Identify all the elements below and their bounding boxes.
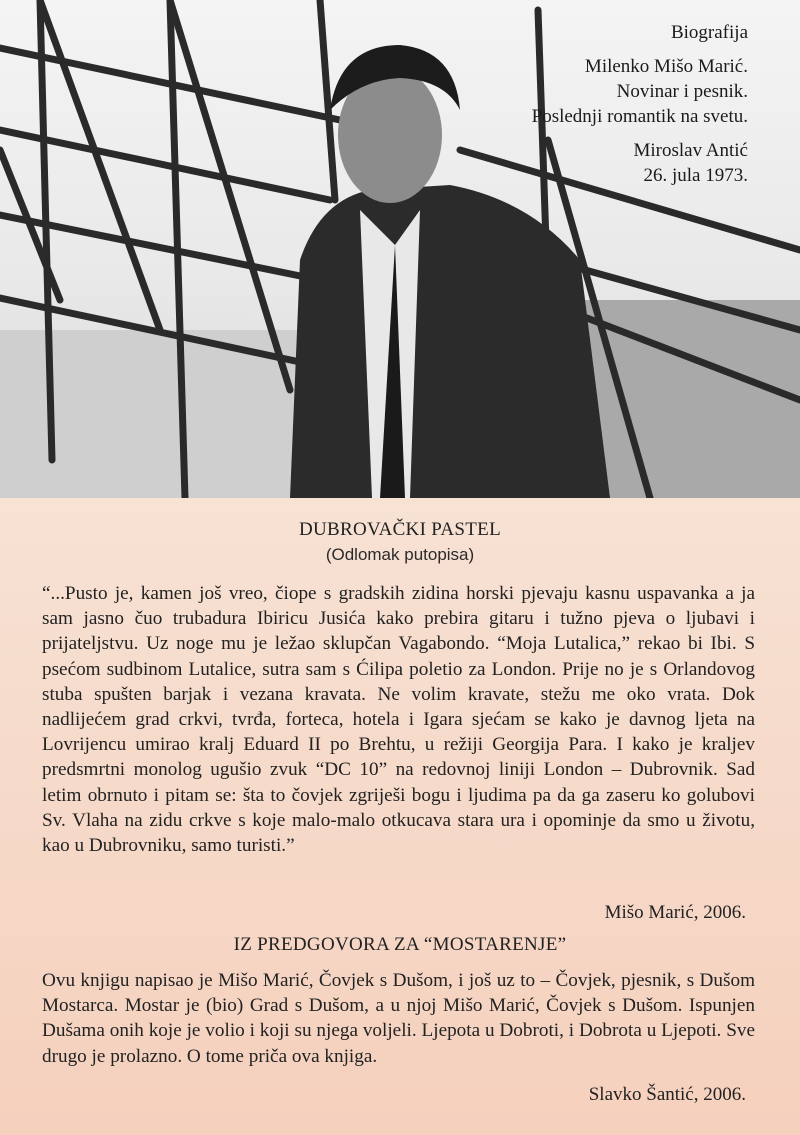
jacket [290,185,610,498]
bio-date: 26. jula 1973. [643,165,748,186]
bio-line-3: Poslednji romantik na svetu. [531,106,748,127]
section2-text: Ovu knjigu napisao je Mišo Marić, Čovjek s Dušom, i još uz to – Čovjek, pjesnik, s Dušom Mostarca. Mostar je (bio) Grad s Dušom, a u njoj Mišo Marić, Čovjek s Dušom. Ispunjen Dušama onih koje je volio i koji su njega voljeli. Ljepota u Dobroti, i Dobrota u Ljepoti. Sve drugo je prolazno. O tome priča ova knjiga. [42,970,755,1067]
section1-subtitle: (Odlomak putopisa) [325,545,475,564]
bio-heading: Biografija [670,22,748,43]
section2-title: IZ PREDGOVORA ZA “MOSTARENJE” [233,934,567,955]
section1-title: DUBROVAČKI PASTEL [298,519,501,540]
bio-line-2: Novinar i pesnik. [616,81,748,102]
section1-signature: Mišo Marić, 2006. [604,902,746,923]
section2-signature: Slavko Šantić, 2006. [588,1084,746,1105]
bio-line-1: Milenko Mišo Marić. [584,56,748,77]
bio-author: Miroslav Antić [633,140,748,161]
section1-text: “...Pusto je, kamen još vreo, čiope s gradskih zidina horski pjevaju kasnu uspavanka a ja sam jasno čuo trubadura Ibiricu Jusića kako prebira gitaru i tužno pjeva o ljubavi i prijateljstvu. Uz noge mu je ležao sklupčan Vagabondo. “Moja Lutalica,” rekao bi Ibi. S psećom sudbinom Lutalice, sutra sam s Ćilipa poletio za London. Prije no je s Orlandovog stuba spušten barjak i vezana kravata. Ne volim kravate, stežu me oko vrata. Dok nadlijećem grad crkvi, tvrđa, forteca, hotela i Igara sjećam se kako je davnog ljeta na Lovrijencu umirao kralj Eduard II po Brehtu, u režiji Georgija Para. I kako je kraljev predsmrtni monolog ugušio zvuk “DC 10” na redovnoj liniji London – Dubrovnik. Sad letim obrnuto i pitam se: šta to čovjek zgriješi bogu i ljudima pa da ga zaseru ko golubovi Sv. Vlaha na zidu crkve s koje malo-malo otkucava stara ura i opominje da smo u životu, kao u Dubrovniku, samo turisti.” [42,583,755,857]
bio-block [532,20,748,188]
